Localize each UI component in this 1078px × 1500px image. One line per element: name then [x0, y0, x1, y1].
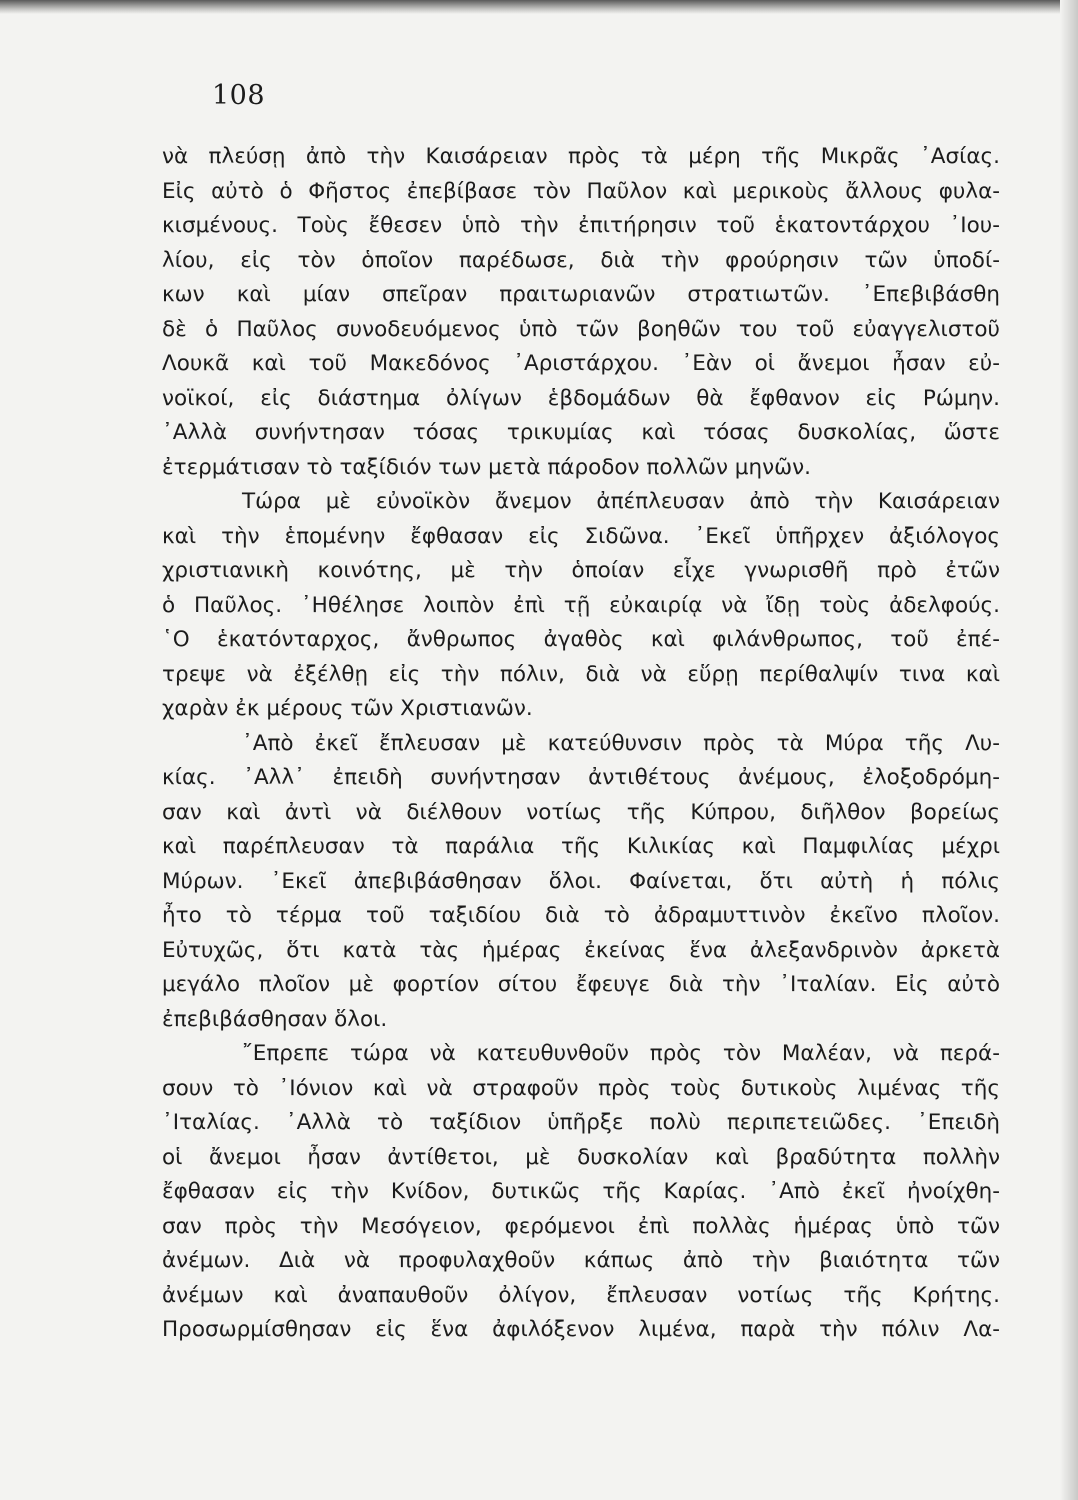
text-line: οἱ ἄνεμοι ἦσαν ἀντίθετοι, μὲ δυσκολίαν καὶ βραδύτητα πολλὴν	[162, 1144, 1000, 1170]
text-line: ἀνέμων. Διὰ νὰ προφυλαχθοῦν κάπως ἀπὸ τὴν βιαιότητα τῶν	[162, 1248, 1000, 1273]
text-line: καὶ παρέπλευσαν τὰ παράλια τῆς Κιλικίας καὶ Παμφιλίας μέχρι	[162, 834, 1000, 859]
text-line: νὰ πλεύσῃ ἀπὸ τὴν Καισάρειαν πρὸς τὰ μέρη τῆς Μικρᾶς ᾿Ασίας.	[162, 144, 1000, 169]
text-line: δὲ ὁ Παῦλος συνοδευόμενος ὑπὸ τῶν βοηθῶν του τοῦ εὐαγγελιστοῦ	[162, 316, 1000, 342]
text-line: καὶ τὴν ἑπομένην ἔφθασαν εἰς Σιδῶνα. ᾿Εκεῖ ὑπῆρχεν ἀξιόλογος	[162, 523, 1000, 549]
text-line: χαρὰν ἐκ μέρους τῶν Χριστιανῶν.	[162, 696, 533, 721]
text-line: χριστιανικὴ κοινότης, μὲ τὴν ὁποίαν εἶχε γνωρισθῆ πρὸ ἐτῶν	[162, 558, 1000, 583]
text-line: ἔφθασαν εἰς τὴν Κνίδον, δυτικῶς τῆς Καρίας. ᾿Απὸ ἐκεῖ ἠνοίχθη-	[162, 1179, 1000, 1204]
text-line: Εἰς αὐτὸ ὁ Φῆστος ἐπεβίβασε τὸν Παῦλον καὶ μερικοὺς ἄλλους φυλα-	[162, 178, 1000, 204]
text-line: νοϊκοί, εἰς διάστημα ὀλίγων ἑβδομάδων θὰ ἔφθανον εἰς Ρώμην.	[162, 385, 1000, 411]
text-line: ῾Ο ἑκατόνταρχος, ἄνθρωπος ἀγαθὸς καὶ φιλάνθρωπος, τοῦ ἐπέ-	[162, 627, 1000, 652]
text-line: ᾿Αλλὰ συνήντησαν τόσας τρικυμίας καὶ τόσας δυσκολίας, ὥστε	[162, 420, 1000, 445]
text-line: Εὐτυχῶς, ὅτι κατὰ τὰς ἡμέρας ἐκείνας ἕνα ἀλεξανδρινὸν ἀρκετὰ	[162, 937, 1000, 963]
text-line: τρεψε νὰ ἐξέλθῃ εἰς τὴν πόλιν, διὰ νὰ εὕρῃ περίθαλψίν τινα καὶ	[162, 661, 1000, 687]
text-line: κισμένους. Τοὺς ἔθεσεν ὑπὸ τὴν ἐπιτήρησιν τοῦ ἑκατοντάρχου ᾿Ιου-	[162, 213, 1000, 238]
text-line: ὁ Παῦλος. ᾿Ηθέλησε λοιπὸν ἐπὶ τῇ εὐκαιρίᾳ νὰ ἴδῃ τοὺς ἀδελφούς.	[162, 592, 1000, 618]
page-number: 108	[212, 80, 266, 111]
text-line: Τώρα μὲ εὐνοϊκὸν ἄνεμον ἀπέπλευσαν ἀπὸ τὴν Καισάρειαν	[242, 489, 1000, 514]
text-line: σουν τὸ ᾿Ιόνιον καὶ νὰ στραφοῦν πρὸς τοὺς δυτικοὺς λιμένας τῆς	[162, 1075, 1000, 1101]
text-line: κων καὶ μίαν σπεῖραν πραιτωριανῶν στρατιωτῶν. ᾿Επεβιβάσθη	[162, 282, 1000, 307]
text-line: σαν πρὸς τὴν Μεσόγειον, φερόμενοι ἐπὶ πολλὰς ἡμέρας ὑπὸ τῶν	[162, 1213, 1000, 1239]
text-line: ῎Επρεπε τώρα νὰ κατευθυνθοῦν πρὸς τὸν Μαλέαν, νὰ περά-	[242, 1041, 1000, 1066]
scan-top-edge	[0, 0, 1078, 14]
text-line: ἐπεβιβάσθησαν ὅλοι.	[162, 1006, 388, 1032]
text-line: ᾿Απὸ ἐκεῖ ἔπλευσαν μὲ κατεύθυνσιν πρὸς τὰ Μύρα τῆς Λυ-	[242, 730, 1000, 756]
text-line: ἐτερμάτισαν τὸ ταξίδιόν των μετὰ πάροδον πολλῶν μηνῶν.	[162, 454, 811, 480]
text-line: Προσωρμίσθησαν εἰς ἕνα ἀφιλόξενον λιμένα, παρὰ τὴν πόλιν Λα-	[162, 1317, 1000, 1342]
text-line: ᾿Ιταλίας. ᾿Αλλὰ τὸ ταξίδιον ὑπῆρξε πολὺ περιπετειῶδες. ᾿Επειδὴ	[162, 1110, 1000, 1135]
body-text	[162, 140, 1000, 1348]
text-line: ἦτο τὸ τέρμα τοῦ ταξιδίου διὰ τὸ ἀδραμυττινὸν ἐκεῖνο πλοῖον.	[162, 903, 1000, 928]
text-line: σαν καὶ ἀντὶ νὰ διέλθουν νοτίως τῆς Κύπρου, διῆλθον βορείως	[162, 799, 1000, 825]
text-line: Λουκᾶ καὶ τοῦ Μακεδόνος ᾿Αριστάρχου. ᾿Εὰν οἱ ἄνεμοι ἦσαν εὐ-	[162, 351, 1000, 376]
text-line: μεγάλο πλοῖον μὲ φορτίον σίτου ἔφευγε διὰ τὴν ᾿Ιταλίαν. Εἰς αὐτὸ	[162, 972, 1000, 997]
text-line: ἀνέμων καὶ ἀναπαυθοῦν ὀλίγον, ἔπλευσαν νοτίως τῆς Κρήτης.	[162, 1282, 1000, 1308]
text-line: κίας. ᾿Αλλ᾿ ἐπειδὴ συνήντησαν ἀντιθέτους ἀνέμους, ἐλοξοδρόμη-	[162, 765, 1000, 790]
scan-right-edge	[1060, 0, 1078, 1500]
text-line: Μύρων. ᾿Εκεῖ ἀπεβιβάσθησαν ὅλοι. Φαίνεται, ὅτι αὐτὴ ἡ πόλις	[162, 868, 1000, 894]
text-line: λίου, εἰς τὸν ὁποῖον παρέδωσε, διὰ τὴν φρούρησιν τῶν ὑποδί-	[162, 247, 1000, 273]
